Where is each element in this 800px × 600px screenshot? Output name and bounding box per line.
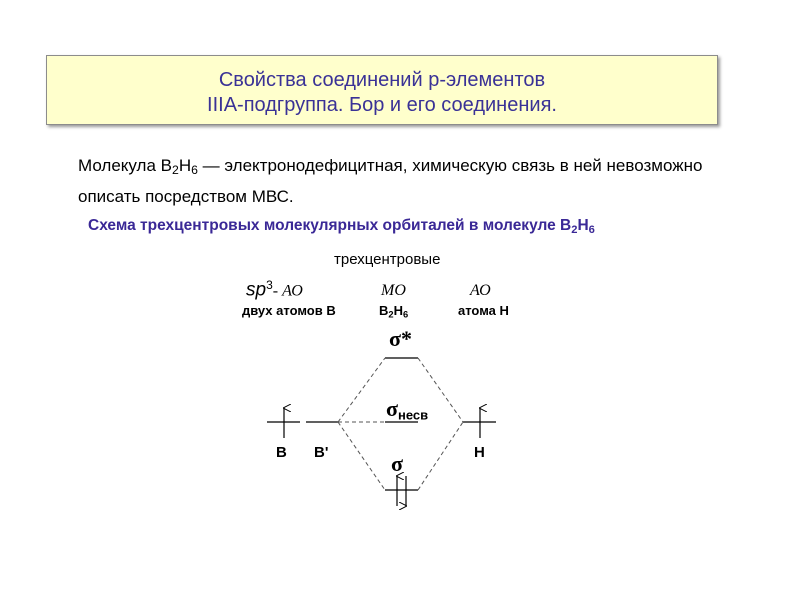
sigma-star-label: σ* — [389, 326, 412, 351]
ao-right-label: АО — [470, 282, 491, 299]
subtitle-sub-2: 6 — [588, 223, 595, 236]
title-line-2: IIIA-подгруппа. Бор и его соединения. — [207, 94, 557, 116]
subtitle-sub-1: 2 — [571, 223, 578, 236]
right-caption: атома H — [458, 303, 509, 318]
title-line-1: Свойства соединений р-элементов — [218, 69, 546, 91]
atom-label-h: H — [474, 444, 485, 461]
para-text-2: H — [178, 156, 192, 175]
sp3-ao-label: $sp^3-$ АО — [246, 278, 303, 301]
connector-lines — [338, 358, 463, 490]
left-caption: двух атомов B — [242, 303, 336, 318]
atom-label-b: B — [276, 444, 287, 461]
para-text-1: Молекула B — [78, 156, 172, 175]
sigma-nonbond-label: $\sigma_{несв}$ — [386, 396, 429, 423]
para-sub-1: 2 — [172, 163, 179, 178]
subtitle-text: Схема трехцентровых молекулярных орбиталей в молекуле B — [88, 217, 572, 234]
mid-caption: $B_2H_6$ — [379, 303, 409, 320]
mo-label: МО — [381, 282, 406, 299]
sigma-bond-label: σ — [391, 451, 403, 476]
diagram-top-label: трехцентровые — [334, 251, 441, 268]
atom-label-b-prime: B' — [314, 444, 329, 461]
para-sub-2: 6 — [191, 163, 198, 178]
subtitle-text-2: H — [577, 217, 589, 234]
para-text-3: — электронодефицитная, химическую связь в ней невозможно описать посредством МВС. — [78, 156, 703, 206]
